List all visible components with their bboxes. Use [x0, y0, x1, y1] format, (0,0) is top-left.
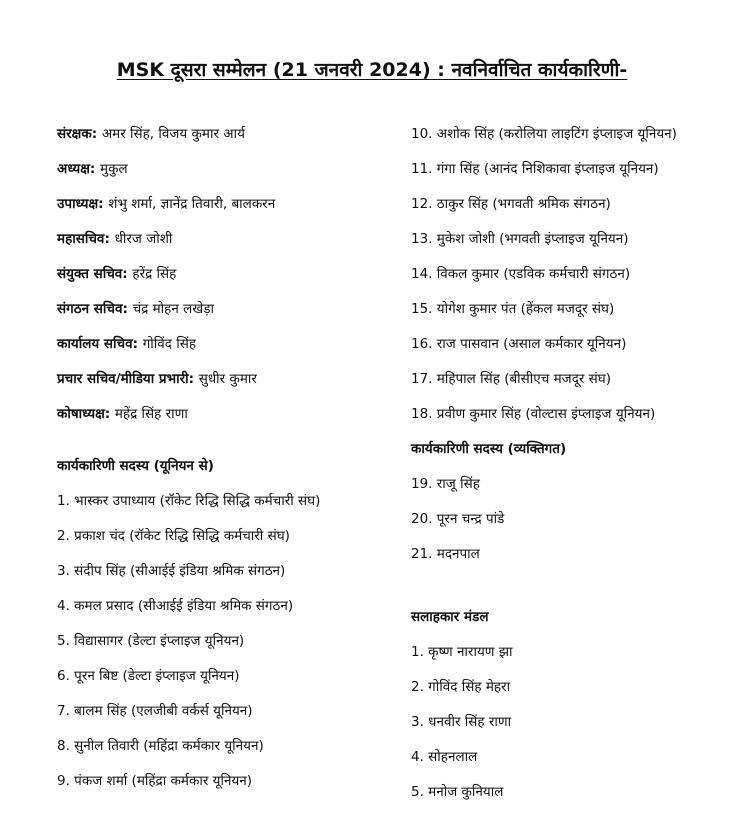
list-item: 8. सुनील तिवारी (महिंद्रा कर्मकार यूनियन) [57, 738, 264, 754]
list-item: 7. बालम सिंह (एलजीबी वर्कर्स यूनियन) [57, 703, 253, 719]
list-item: 21. मदनपाल [411, 546, 480, 562]
officer-names: शंभु शर्मा, ज्ञानेंद्र तिवारी, बालकरन [108, 196, 276, 212]
officer-names: सुधीर कुमार [198, 371, 257, 387]
list-item: 1. कृष्ण नारायण झा [411, 644, 513, 660]
list-item: 1. भास्कर उपाध्याय (रॉकेट रिद्धि सिद्धि कर्मचारी संघ) [57, 493, 321, 509]
advisory-board-heading: सलाहकार मंडल [411, 609, 489, 625]
list-item: 6. पूरन बिष्ट (डेल्टा इंप्लाइज यूनियन) [57, 668, 240, 684]
officer-names: धीरज जोशी [114, 231, 173, 247]
list-item: 11. गंगा सिंह (आनंद निशिकावा इंप्लाइज यूनियन) [411, 161, 659, 177]
page-title: MSK दूसरा सम्मेलन (21 जनवरी 2024) : नवनिर्वाचित कार्यकारिणी- [116, 59, 628, 81]
officer-row-organisation-secretary: संगठन सचिव: चंद्र मोहन लखेड़ा [57, 301, 215, 317]
list-item: 14. विकल कुमार (एडविक कर्मचारी संगठन) [411, 266, 631, 282]
officer-names: गोविंद सिंह [142, 336, 197, 352]
spacer [411, 572, 731, 600]
officer-names: चंद्र मोहन लखेड़ा [132, 301, 215, 317]
officer-role: प्रचार सचिव/मीडिया प्रभारी [57, 371, 189, 387]
officer-names: हरेंद्र सिंह [132, 266, 177, 282]
union-members-heading: कार्यकारिणी सदस्य (यूनियन से) [57, 458, 214, 474]
officer-role: उपाध्यक्ष [57, 196, 99, 212]
officer-row-president: अध्यक्ष: मुकुल [57, 161, 128, 177]
right-column [411, 117, 731, 810]
officer-role: महासचिव [57, 231, 105, 247]
list-item: 16. राज पासवान (असाल कर्मकार यूनियन) [411, 336, 627, 352]
list-item: 12. ठाकुर सिंह (भगवती श्रमिक संगठन) [411, 196, 611, 212]
officer-names: महेंद्र सिंह राणा [114, 406, 188, 422]
list-item: 19. राजू सिंह [411, 476, 480, 492]
list-item: 2. प्रकाश चंद (रॉकेट रिद्धि सिद्धि कर्मचारी संघ) [57, 528, 290, 544]
officer-row-treasurer: कोषाध्यक्ष: महेंद्र सिंह राणा [57, 406, 188, 422]
officer-names: मुकुल [100, 161, 128, 177]
officer-row-media-secretary: प्रचार सचिव/मीडिया प्रभारी: सुधीर कुमार [57, 371, 257, 387]
list-item: 9. पंकज शर्मा (महिंद्रा कर्मकार यूनियन) [57, 773, 253, 789]
officer-row-patron: संरक्षक: अमर सिंह, विजय कुमार आर्य [57, 126, 245, 142]
spacer [57, 432, 397, 449]
list-item: 5. मनोज कुनियाल [411, 784, 504, 800]
list-item: 4. कमल प्रसाद (सीआईई इंडिया श्रमिक संगठन) [57, 598, 294, 614]
list-item: 18. प्रवीण कुमार सिंह (वोल्टास इंप्लाइज यूनियन) [411, 406, 656, 422]
list-item: 15. योगेश कुमार पंत (हेंकल मजदूर संघ) [411, 301, 615, 317]
list-item: 3. धनवीर सिंह राणा [411, 714, 512, 730]
officer-role: संयुक्त सचिव [57, 266, 123, 282]
individual-members-heading: कार्यकारिणी सदस्य (व्यक्तिगत) [411, 441, 567, 457]
officer-row-office-secretary: कार्यालय सचिव: गोविंद सिंह [57, 336, 197, 352]
officer-names: अमर सिंह, विजय कुमार आर्य [101, 126, 245, 142]
officer-row-general-secretary: महासचिव: धीरज जोशी [57, 231, 173, 247]
officer-role: संगठन सचिव [57, 301, 123, 317]
list-item: 2. गोविंद सिंह मेहरा [411, 679, 511, 695]
list-item: 5. विद्यासागर (डेल्टा इंप्लाइज यूनियन) [57, 633, 245, 649]
list-item: 4. सोहनलाल [411, 749, 478, 765]
officer-role: कार्यालय सचिव [57, 336, 133, 352]
officer-role: कोषाध्यक्ष [57, 406, 105, 422]
officer-role: संरक्षक [57, 126, 92, 142]
list-item: 10. अशोक सिंह (करोलिया लाइटिंग इंप्लाइज यूनियन) [411, 126, 677, 142]
officer-row-joint-secretary: संयुक्त सचिव: हरेंद्र सिंह [57, 266, 177, 282]
officer-role: अध्यक्ष [57, 161, 90, 177]
list-item: 13. मुकेश जोशी (भगवती इंप्लाइज यूनियन) [411, 231, 629, 247]
list-item: 3. संदीप सिंह (सीआईई इंडिया श्रमिक संगठन) [57, 563, 286, 579]
left-column [57, 117, 397, 799]
list-item: 20. पूरन चन्द्र पांडे [411, 511, 505, 527]
list-item: 17. महिपाल सिंह (बीसीएच मजदूर संघ) [411, 371, 612, 387]
officer-row-vice-president: उपाध्यक्ष: शंभु शर्मा, ज्ञानेंद्र तिवारी, बालकरन [57, 196, 276, 212]
